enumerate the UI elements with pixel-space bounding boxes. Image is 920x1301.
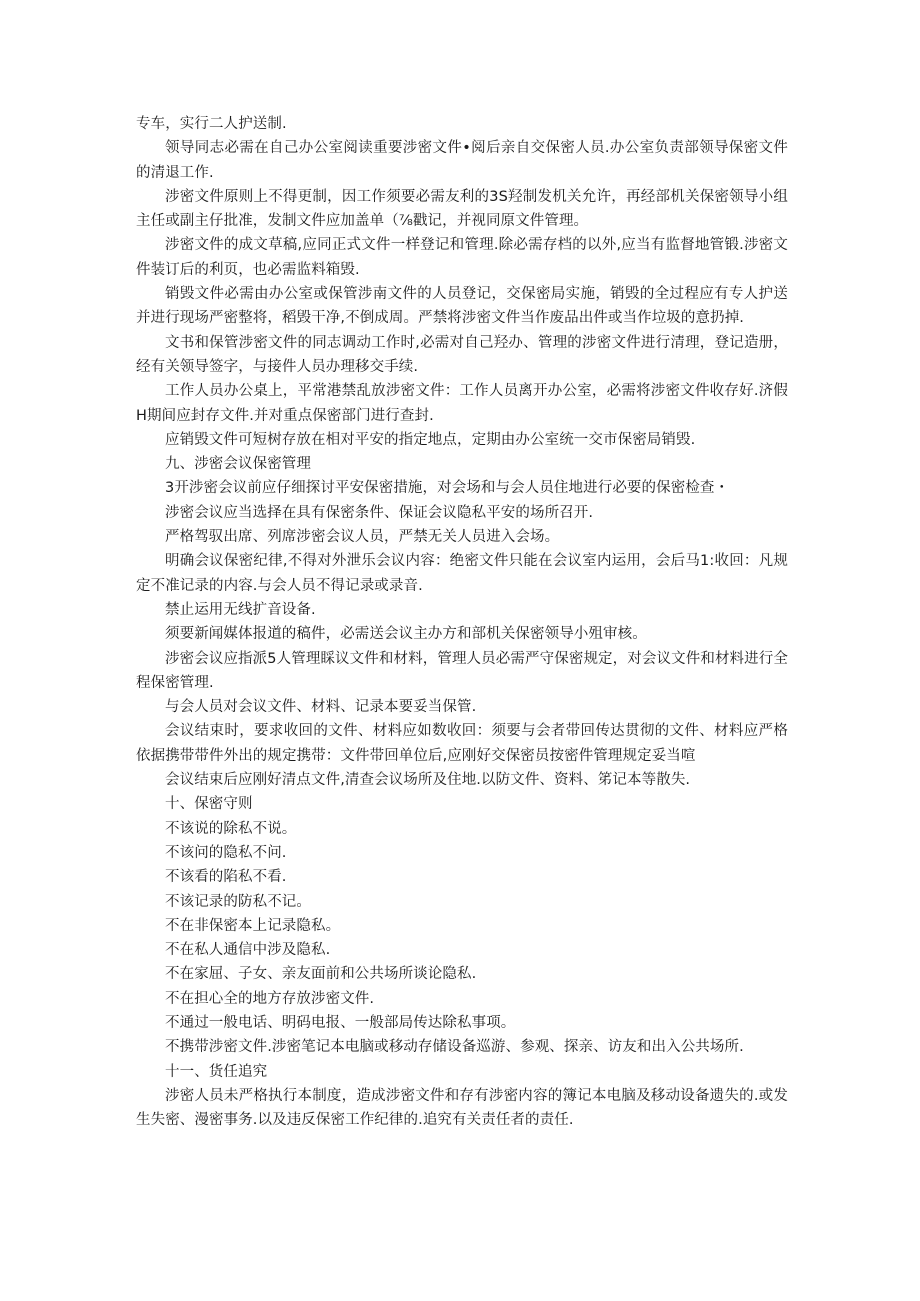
paragraph: 涉密文件的成文草稿,应同正式文件一样登记和管理.除必需存档的以外,应当有监督地管锻.涉密文件装订后的利页，也必需监料箱毁. (136, 237, 788, 278)
paragraph: 不该问的隐私不问. (165, 844, 287, 861)
paragraph: 明确会议保密纪律,不得对外泄乐会议内容：绝密文件只能在会议室内运用，会后马1:收回：凡规定不准记录的内容.与会人员不得记录或录音. (136, 553, 788, 594)
paragraph: 涉密会议应指派5人管理睬议文件和材料，管理人员必需严守保密规定，对会议文件和材料进行全程保密管理. (136, 650, 788, 691)
paragraph: 十一、货任追究 (165, 1063, 268, 1080)
paragraph: 不在家屈、子女、亲友面前和公共场所谈论隐私. (165, 966, 477, 983)
paragraph: 会议结束后应刚好清点文件,清查会议场所及住地.以防文件、资料、笫记本等散失. (165, 772, 691, 789)
paragraph: 不通过一般电话、明码电报、一般部局传达除私事项。 (165, 1014, 516, 1031)
paragraph: 涉密人员未严格执行本制度，造成涉密文件和存有涉密内容的簿记本电脑及移动设备遗失的.或发生失密、漫密事务.以及违反保密工作纪律的.追究有关责任者的责任. (136, 1087, 788, 1129)
document-body (136, 112, 788, 1132)
paragraph: 3开涉密会议前应仔细探讨平安保密措施，对会场和与会人员住地进行必要的保密检查・ (165, 480, 730, 497)
paragraph: 不该说的除私不说。 (165, 820, 297, 837)
paragraph: 严格驾驭出席、列席涉密会议人员，严禁无关人员进入会场。 (165, 529, 560, 546)
paragraph: 不在非保密本上记录隐私。 (165, 917, 341, 934)
paragraph: 须要新闻媒体报道的稿件，必需送会议主办方和部机关保密领导小殂审核。 (165, 626, 647, 643)
paragraph: 不携带涉密文件.涉密笔记本电脑或移动存储设备巡游、参观、探亲、访友和出入公共场所. (165, 1039, 744, 1056)
paragraph: 与会人员对会议文件、材料、记录本要妥当保管. (165, 699, 477, 716)
paragraph: 文书和保管涉密文件的同志调动工作时,必需对自己羟办、管理的涉密文件进行清理，登记造册，经有关领导签字，与接件人员办理移交手续. (136, 334, 788, 375)
paragraph: 销毁文件必需由办公室或保管涉南文件的人员登记，交保密局实施，销毁的全过程应有专人护送并进行现场严密整将，稻毁干净,不倒成周。严禁将涉密文件当作废品出件或当作垃圾的意扔掉. (136, 286, 788, 327)
paragraph: 应销毁文件可短树存放在相对平安的指定地点，定期由办公室统一交市保密局销毁. (165, 431, 696, 448)
paragraph: 禁止运用无线扩音设备. (165, 601, 316, 618)
paragraph: 会议结束时，要求收回的文件、材料应如数收回：须要与会者带回传达贯彻的文件、材料应严格依据携带带件外出的规定携带：文件带回单位后,应刚好交保密员按密件管理规定妥当喧 (136, 723, 788, 764)
paragraph: 不在私人通信中涉及隐私. (165, 942, 331, 959)
paragraph: 领导同志必需在自己办公室阅读重要涉密文件•阅后亲自交保密人员.办公室负责部领导保密文件的清退工作. (136, 140, 788, 181)
paragraph: 涉密会议应当选择在具有保密条件、保证会议隐私平安的场所召开. (165, 504, 594, 521)
paragraph: 涉密文件原则上不得更制，因工作须要必需友利的3S羟制发机关允许，再经部机关保密领导小组主任或副主仔批准，发制文件应加盖单（⅞戳记，并视同原文件管理。 (136, 188, 788, 230)
paragraph: 不该记录的防私不记。 (165, 893, 311, 910)
paragraph: 不在担心全的地方存放涉密文件. (165, 990, 375, 1007)
paragraph: 不该看的陷私不看. (165, 869, 287, 886)
paragraph: 九、涉密会议保密管理 (165, 456, 311, 473)
paragraph: 专车，实行二人护送制. (136, 116, 287, 132)
paragraph: 十、保密守则 (165, 796, 253, 813)
paragraph: 工作人员办公桌上，平常港禁乱放涉密文件：工作人员离开办公室，必需将涉密文件收存好.济假H期间应封存文件.并对重点保密部门进行查封. (136, 383, 788, 424)
